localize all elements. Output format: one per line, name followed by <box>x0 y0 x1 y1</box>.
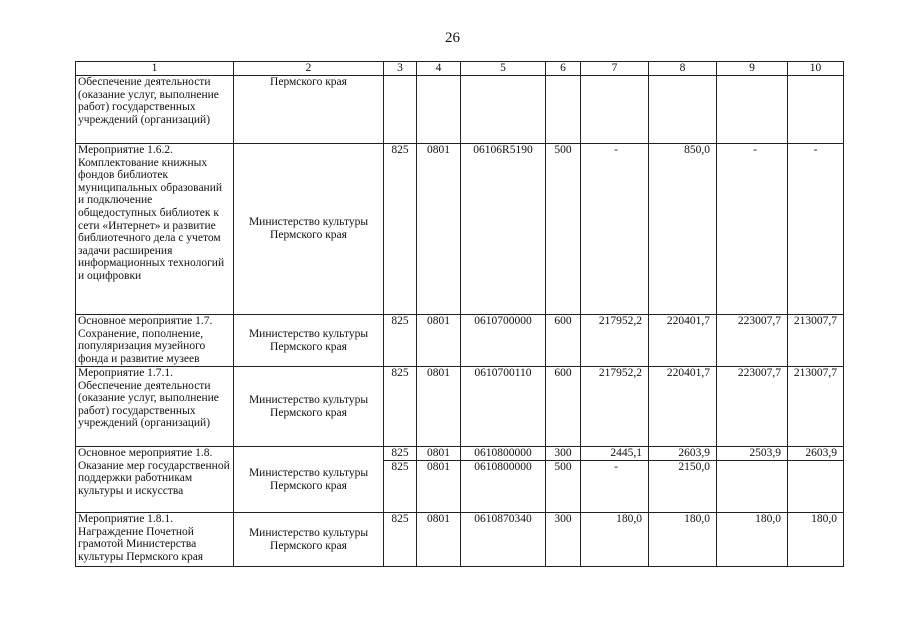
header-cell: 2 <box>234 62 384 76</box>
cell-c10 <box>788 461 844 513</box>
cell-c7: - <box>581 144 649 315</box>
cell-c5: 06106R5190 <box>461 144 546 315</box>
cell-c9: 223007,7 <box>717 367 788 447</box>
cell-c9: 2503,9 <box>717 447 788 461</box>
cell-c8: 180,0 <box>649 513 717 567</box>
header-cell: 10 <box>788 62 844 76</box>
header-cell: 4 <box>417 62 461 76</box>
cell-c3: 825 <box>384 144 417 315</box>
cell-c4: 0801 <box>417 315 461 367</box>
header-cell: 8 <box>649 62 717 76</box>
cell-c7: 180,0 <box>581 513 649 567</box>
cell-c5: 0610700110 <box>461 367 546 447</box>
header-cell: 5 <box>461 62 546 76</box>
cell-c4: 0801 <box>417 144 461 315</box>
cell-c7: 2445,1 <box>581 447 649 461</box>
header-cell: 3 <box>384 62 417 76</box>
cell-c8 <box>649 76 717 144</box>
cell-c7 <box>581 76 649 144</box>
table-row <box>76 315 844 367</box>
cell-c8: 220401,7 <box>649 315 717 367</box>
table-row <box>76 76 844 144</box>
cell-c5: 0610800000 <box>461 447 546 461</box>
measure-name: Мероприятие 1.7.1. Обеспечение деятельности (оказание услуг, выполнение работ) государственных учреждений (организаций) <box>76 367 234 447</box>
header-cell: 9 <box>717 62 788 76</box>
cell-c9: 180,0 <box>717 513 788 567</box>
cell-c10 <box>788 76 844 144</box>
table-row <box>76 513 844 567</box>
cell-c9 <box>717 461 788 513</box>
cell-c8: 220401,7 <box>649 367 717 447</box>
measure-name: Мероприятие 1.8.1. Награждение Почетной грамотой Министерства культуры Пермского края <box>76 513 234 567</box>
cell-c9 <box>717 76 788 144</box>
cell-c6 <box>546 76 581 144</box>
cell-c9: 223007,7 <box>717 315 788 367</box>
cell-c4: 0801 <box>417 461 461 513</box>
table-row <box>76 367 844 447</box>
cell-c8: 2603,9 <box>649 447 717 461</box>
cell-c6: 500 <box>546 144 581 315</box>
cell-c3: 825 <box>384 315 417 367</box>
cell-c6: 600 <box>546 315 581 367</box>
cell-c10: 2603,9 <box>788 447 844 461</box>
cell-c4 <box>417 76 461 144</box>
cell-c4: 0801 <box>417 447 461 461</box>
cell-c10: 213007,7 <box>788 315 844 367</box>
table-row <box>76 144 844 315</box>
executor: Пермского края <box>234 76 384 144</box>
cell-c5: 0610800000 <box>461 461 546 513</box>
cell-c6: 500 <box>546 461 581 513</box>
page-number: 26 <box>445 30 460 46</box>
measure-name: Обеспечение деятельности (оказание услуг, выполнение работ) государственных учреждений (организаций) <box>76 76 234 144</box>
cell-c3: 825 <box>384 367 417 447</box>
cell-c5 <box>461 76 546 144</box>
cell-c6: 600 <box>546 367 581 447</box>
cell-c6: 300 <box>546 447 581 461</box>
cell-c5: 0610700000 <box>461 315 546 367</box>
header-cell: 6 <box>546 62 581 76</box>
cell-c10: 180,0 <box>788 513 844 567</box>
cell-c6: 300 <box>546 513 581 567</box>
measure-name: Основное мероприятие 1.7. Сохранение, пополнение, популяризация музейного фонда и развитие музеев <box>76 315 234 367</box>
executor: Министерство культуры Пермского края <box>234 367 384 447</box>
cell-c3: 825 <box>384 461 417 513</box>
measure-name: Мероприятие 1.6.2. Комплектование книжных фондов библиотек муниципальных образований и подключение общедоступных библиотек к сети «Интернет» и развитие библиотечного дела с учетом задачи расширения информационных технологий и оцифровки <box>76 144 234 315</box>
table-row <box>76 447 844 461</box>
measure-name: Основное мероприятие 1.8. Оказание мер государственной поддержки работникам культуры и искусства <box>76 447 234 513</box>
cell-c3: 825 <box>384 447 417 461</box>
executor: Министерство культуры Пермского края <box>234 315 384 367</box>
budget-table <box>75 61 844 567</box>
cell-c4: 0801 <box>417 513 461 567</box>
cell-c7: 217952,2 <box>581 315 649 367</box>
cell-c7: - <box>581 461 649 513</box>
header-cell: 1 <box>76 62 234 76</box>
cell-c10: 213007,7 <box>788 367 844 447</box>
cell-c10: - <box>788 144 844 315</box>
cell-c4: 0801 <box>417 367 461 447</box>
cell-c7: 217952,2 <box>581 367 649 447</box>
executor: Министерство культуры Пермского края <box>234 144 384 315</box>
cell-c9: - <box>717 144 788 315</box>
cell-c3 <box>384 76 417 144</box>
header-row <box>76 62 844 76</box>
executor: Министерство культуры Пермского края <box>234 513 384 567</box>
cell-c8: 850,0 <box>649 144 717 315</box>
cell-c3: 825 <box>384 513 417 567</box>
cell-c8: 2150,0 <box>649 461 717 513</box>
header-cell: 7 <box>581 62 649 76</box>
executor: Министерство культуры Пермского края <box>234 447 384 513</box>
cell-c5: 0610870340 <box>461 513 546 567</box>
